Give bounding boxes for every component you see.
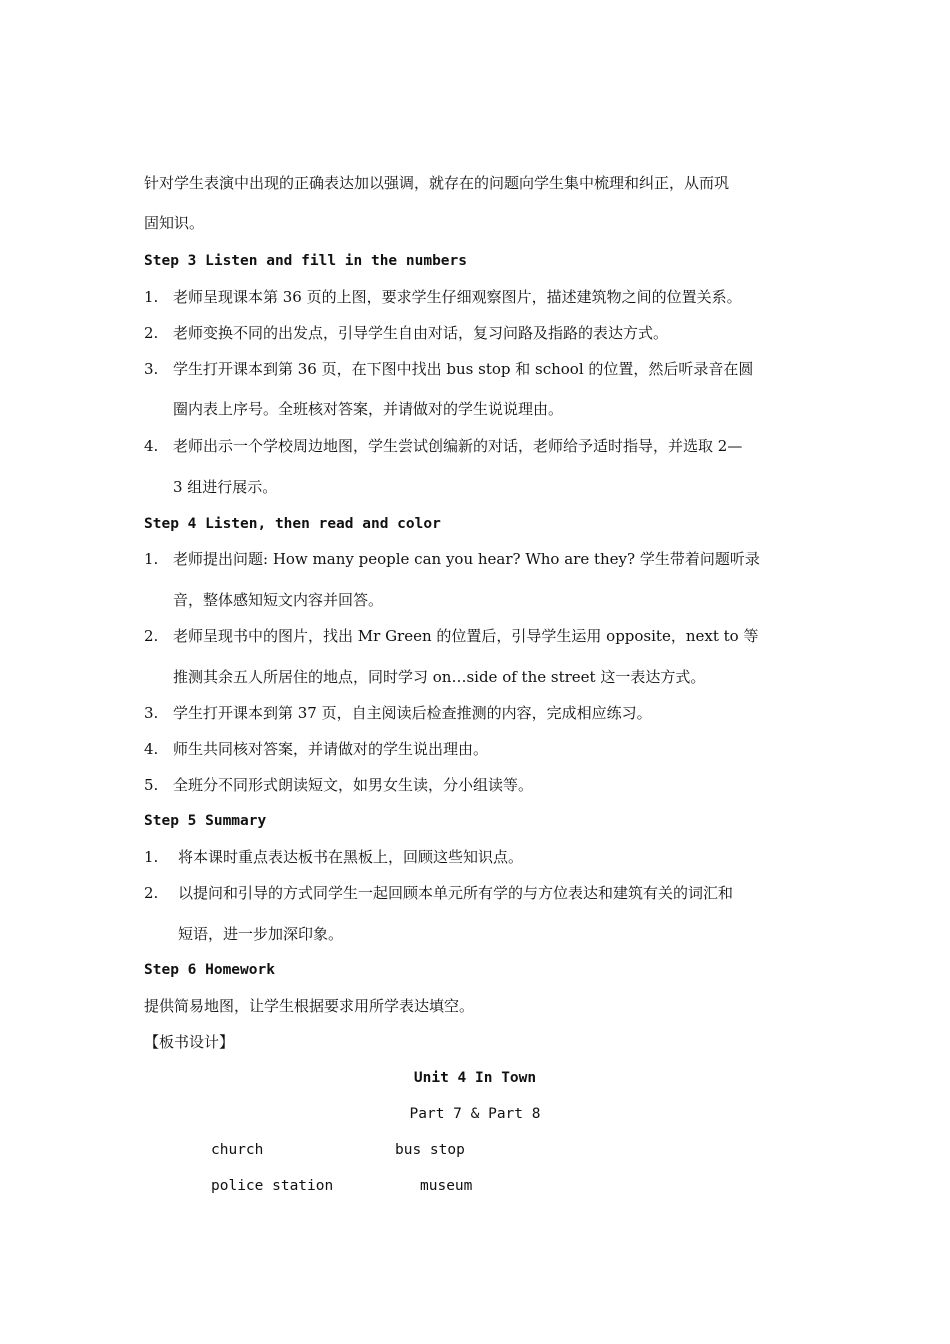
step6-text: 提供简易地图，让学生根据要求用所学表达填空。 [144, 997, 475, 1015]
step4-item-3-number: 3. [144, 704, 159, 722]
step4-item-1-continuation: 音，整体感知短文内容并回答。 [173, 591, 384, 609]
step3-item-1-number: 1. [144, 288, 159, 306]
step3-item-3-continuation: 圈内表上序号。全班核对答案，并请做对的学生说说理由。 [173, 400, 564, 418]
step4-item-4-text: 师生共同核对答案，并请做对的学生说出理由。 [173, 740, 489, 758]
step3-item-4-text: 老师出示一个学校周边地图，学生尝试创编新的对话，老师给予适时指导，并选取 2— [173, 437, 743, 455]
step6-heading: Step 6 Homework [144, 962, 275, 978]
step3-item-4-number: 4. [144, 437, 159, 455]
step5-item-1-text: 将本课时重点表达板书在黑板上，回顾这些知识点。 [178, 848, 524, 866]
step5-item-2-text: 以提问和引导的方式同学生一起回顾本单元所有学的与方位表达和建筑有关的词汇和 [178, 884, 734, 902]
board-word-bus-stop: bus stop [395, 1142, 465, 1158]
board-word-museum: museum [420, 1178, 473, 1194]
step4-item-2-text: 老师呈现书中的图片，找出 Mr Green 的位置后，引导学生运用 opposite，next to 等 [173, 627, 759, 645]
board-title: Unit 4 In Town [413, 1070, 537, 1086]
step4-heading: Step 4 Listen, then read and color [144, 516, 441, 532]
step4-item-1-text: 老师提出问题: How many people can you hear? Who are they? 学生带着问题听录 [173, 550, 760, 568]
step3-item-3-text: 学生打开课本到第 36 页，在下图中找出 bus stop 和 school 的位置，然后听录音在圆 [173, 360, 754, 378]
step5-item-1-number: 1. [144, 848, 159, 866]
step3-item-3-number: 3. [144, 360, 159, 378]
board-word-police-station: police station [211, 1178, 334, 1194]
board-design-label: 【板书设计】 [144, 1033, 235, 1051]
step4-item-3-text: 学生打开课本到第 37 页，自主阅读后检查推测的内容，完成相应练习。 [173, 704, 652, 722]
intro-line-2: 固知识。 [144, 214, 205, 232]
step5-item-2-continuation: 短语，进一步加深印象。 [178, 925, 344, 943]
intro-line-1: 针对学生表演中出现的正确表达加以强调，就存在的问题向学生集中梳理和纠正，从而巩 [144, 174, 730, 192]
step3-item-2-number: 2. [144, 324, 159, 342]
step4-item-5-number: 5. [144, 776, 159, 794]
step5-item-2-number: 2. [144, 884, 159, 902]
step4-item-4-number: 4. [144, 740, 159, 758]
step5-heading: Step 5 Summary [144, 813, 267, 829]
step4-item-2-number: 2. [144, 627, 159, 645]
board-subtitle: Part 7 & Part 8 [409, 1106, 541, 1122]
step3-heading: Step 3 Listen and fill in the numbers [144, 253, 468, 269]
step4-item-1-number: 1. [144, 550, 159, 568]
step4-item-2-continuation: 推测其余五人所居住的地点，同时学习 on…side of the street 这一表达方式。 [173, 668, 706, 686]
step4-item-5-text: 全班分不同形式朗读短文，如男女生读，分小组读等。 [173, 776, 534, 794]
step3-item-2-text: 老师变换不同的出发点，引导学生自由对话，复习问路及指路的表达方式。 [173, 324, 669, 342]
board-word-church: church [211, 1142, 264, 1158]
step3-item-1-text: 老师呈现课本第 36 页的上图，要求学生仔细观察图片，描述建筑物之间的位置关系。 [173, 288, 742, 306]
step3-item-4-continuation: 3 组进行展示。 [173, 478, 278, 496]
